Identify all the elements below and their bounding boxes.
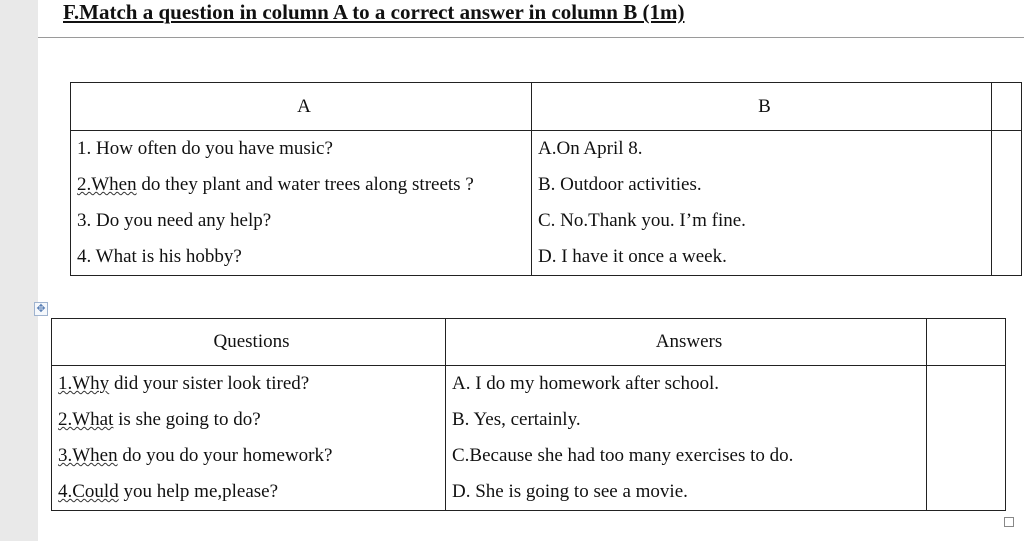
- question-cell[interactable]: [52, 474, 446, 511]
- table-header-row: [52, 319, 1006, 366]
- question-number: 4.: [77, 246, 92, 267]
- table-row: [71, 203, 1022, 239]
- answer-cell[interactable]: B. Yes, certainly.: [446, 402, 927, 438]
- question-cell[interactable]: [52, 366, 446, 403]
- match-table-1: [70, 82, 1022, 276]
- extra-cell[interactable]: [992, 167, 1022, 203]
- extra-cell[interactable]: [927, 474, 1006, 511]
- header-divider: [38, 37, 1024, 38]
- question-text: did your sister look tired?: [109, 373, 310, 394]
- answers-header[interactable]: Answers: [446, 319, 927, 366]
- table-row: [52, 438, 1006, 474]
- answer-cell[interactable]: A.On April 8.: [532, 131, 992, 168]
- question-text: What is his hobby?: [91, 246, 242, 267]
- column-b-header[interactable]: B: [532, 83, 992, 131]
- answer-cell[interactable]: B. Outdoor activities.: [532, 167, 992, 203]
- questions-header[interactable]: Questions: [52, 319, 446, 366]
- extra-cell[interactable]: [927, 438, 1006, 474]
- exercise-heading: F.Match a question in column A to a correct answer in column B (1m): [63, 0, 685, 24]
- answer-cell[interactable]: C.Because she had too many exercises to do.: [446, 438, 927, 474]
- match-table-2: [51, 318, 1006, 511]
- answer-cell[interactable]: A. I do my homework after school.: [446, 366, 927, 403]
- extra-cell[interactable]: [992, 239, 1022, 276]
- question-cell[interactable]: [71, 239, 532, 276]
- extra-cell[interactable]: [927, 402, 1006, 438]
- question-cell[interactable]: [71, 203, 532, 239]
- answer-cell[interactable]: C. No.Thank you. I’m fine.: [532, 203, 992, 239]
- question-text: is she going to do?: [113, 409, 261, 430]
- extra-cell[interactable]: [992, 131, 1022, 168]
- question-text: do they plant and water trees along streets ?: [136, 174, 474, 195]
- table-row: [52, 402, 1006, 438]
- question-number: 3.: [77, 210, 92, 231]
- answer-cell[interactable]: D. She is going to see a movie.: [446, 474, 927, 511]
- extra-cell[interactable]: [992, 203, 1022, 239]
- question-text: Do you need any help?: [91, 210, 272, 231]
- page-left-margin: [0, 0, 38, 541]
- question-number: 1.: [77, 138, 92, 159]
- extra-column-header[interactable]: [927, 319, 1006, 366]
- question-number: 2.When: [77, 174, 137, 195]
- table-row: [52, 474, 1006, 511]
- table-row: [71, 131, 1022, 168]
- question-cell[interactable]: [52, 402, 446, 438]
- table-row: [71, 239, 1022, 276]
- resize-square-icon[interactable]: [1004, 517, 1014, 527]
- extra-cell[interactable]: [927, 366, 1006, 403]
- column-a-header[interactable]: A: [71, 83, 532, 131]
- move-arrows-icon[interactable]: ✥: [34, 302, 48, 316]
- question-text: do you do your homework?: [117, 445, 333, 466]
- table-row: [52, 366, 1006, 403]
- answer-cell[interactable]: D. I have it once a week.: [532, 239, 992, 276]
- question-cell[interactable]: [71, 131, 532, 168]
- question-text: How often do you have music?: [91, 138, 333, 159]
- table-header-row: [71, 83, 1022, 131]
- question-number: 4.Could: [58, 481, 119, 502]
- table-row: [71, 167, 1022, 203]
- question-number: 1.Why: [58, 373, 110, 394]
- question-cell[interactable]: [52, 438, 446, 474]
- question-text: you help me,please?: [118, 481, 279, 502]
- question-number: 3.When: [58, 445, 118, 466]
- question-number: 2.What: [58, 409, 114, 430]
- question-cell[interactable]: [71, 167, 532, 203]
- extra-column-header[interactable]: [992, 83, 1022, 131]
